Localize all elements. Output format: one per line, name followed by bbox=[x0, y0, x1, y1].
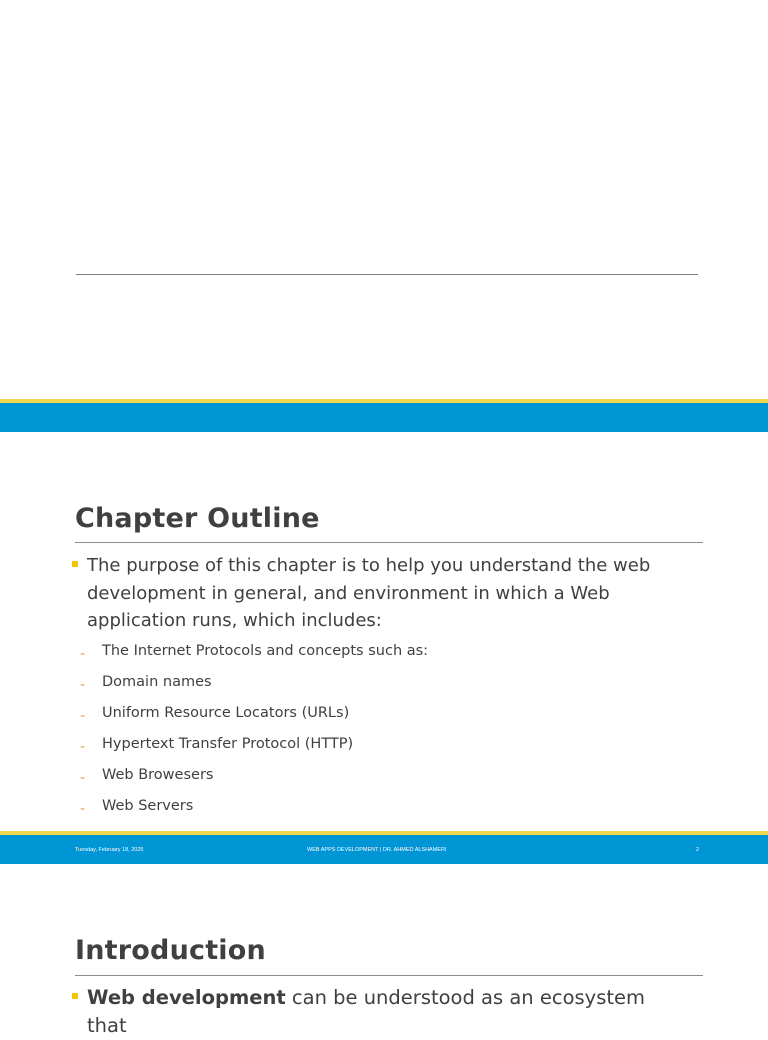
slide2-bullet bbox=[87, 552, 707, 635]
slide2-subitem bbox=[80, 736, 354, 755]
slide2-bullet-line: The purpose of this chapter is to help you understand the web bbox=[87, 555, 651, 576]
slide3-title: Introduction bbox=[75, 935, 266, 966]
dash-bullet-icon: - bbox=[80, 770, 86, 786]
dash-bullet-icon: - bbox=[80, 801, 86, 817]
bullet-square-icon bbox=[72, 993, 78, 999]
slide2-subitem bbox=[80, 705, 350, 724]
slide2-title: Chapter Outline bbox=[75, 503, 320, 534]
dash-bullet-icon: - bbox=[80, 739, 86, 755]
slide2-subitem-text: Hypertext Transfer Protocol (HTTP) bbox=[102, 736, 354, 752]
title-slide-divider bbox=[76, 274, 698, 275]
slide2-subitem-text: Web Servers bbox=[102, 798, 194, 814]
slide2-title-rule bbox=[75, 542, 703, 543]
slide2-subitem-text: Web Browesers bbox=[102, 767, 214, 783]
slide2-bullet-line: development in general, and environment in which a Web bbox=[87, 582, 610, 604]
slide2-subitem bbox=[80, 798, 194, 817]
slide2-subitem bbox=[80, 674, 212, 693]
slide3-bullet-bold: Web development bbox=[87, 986, 286, 1009]
bullet-square-icon bbox=[72, 561, 78, 567]
slide2-footer-band bbox=[0, 835, 768, 864]
slide3-bullet-line bbox=[87, 984, 727, 1012]
slide2-bullet-line: application runs, which includes: bbox=[87, 610, 382, 631]
slide3-bullet-rest: can be understood as an ecosystem bbox=[285, 986, 646, 1009]
footer-date: Tuesday, February 18, 2025 bbox=[75, 847, 144, 853]
dash-bullet-icon: - bbox=[80, 708, 86, 724]
slide3-title-rule bbox=[75, 975, 703, 976]
slide2-subitem bbox=[80, 767, 214, 786]
dash-bullet-icon: - bbox=[80, 677, 86, 693]
footer-course: WEB APPS DEVELOPMENT | DR. AHMED ALSHAMERI bbox=[307, 847, 447, 853]
footer-page-number: 2 bbox=[696, 847, 700, 853]
slide2-subitem bbox=[80, 643, 429, 662]
slide2-subitem-text: The Internet Protocols and concepts such as: bbox=[102, 643, 429, 659]
slide3-bullet-line: that bbox=[87, 1014, 127, 1037]
dash-bullet-icon: - bbox=[80, 646, 86, 662]
slide2-subitem-text: Domain names bbox=[102, 674, 212, 690]
slide2-subitem-text: Uniform Resource Locators (URLs) bbox=[102, 705, 350, 721]
slide3-bullet bbox=[87, 984, 727, 1040]
slide1-footer-band bbox=[0, 403, 768, 432]
